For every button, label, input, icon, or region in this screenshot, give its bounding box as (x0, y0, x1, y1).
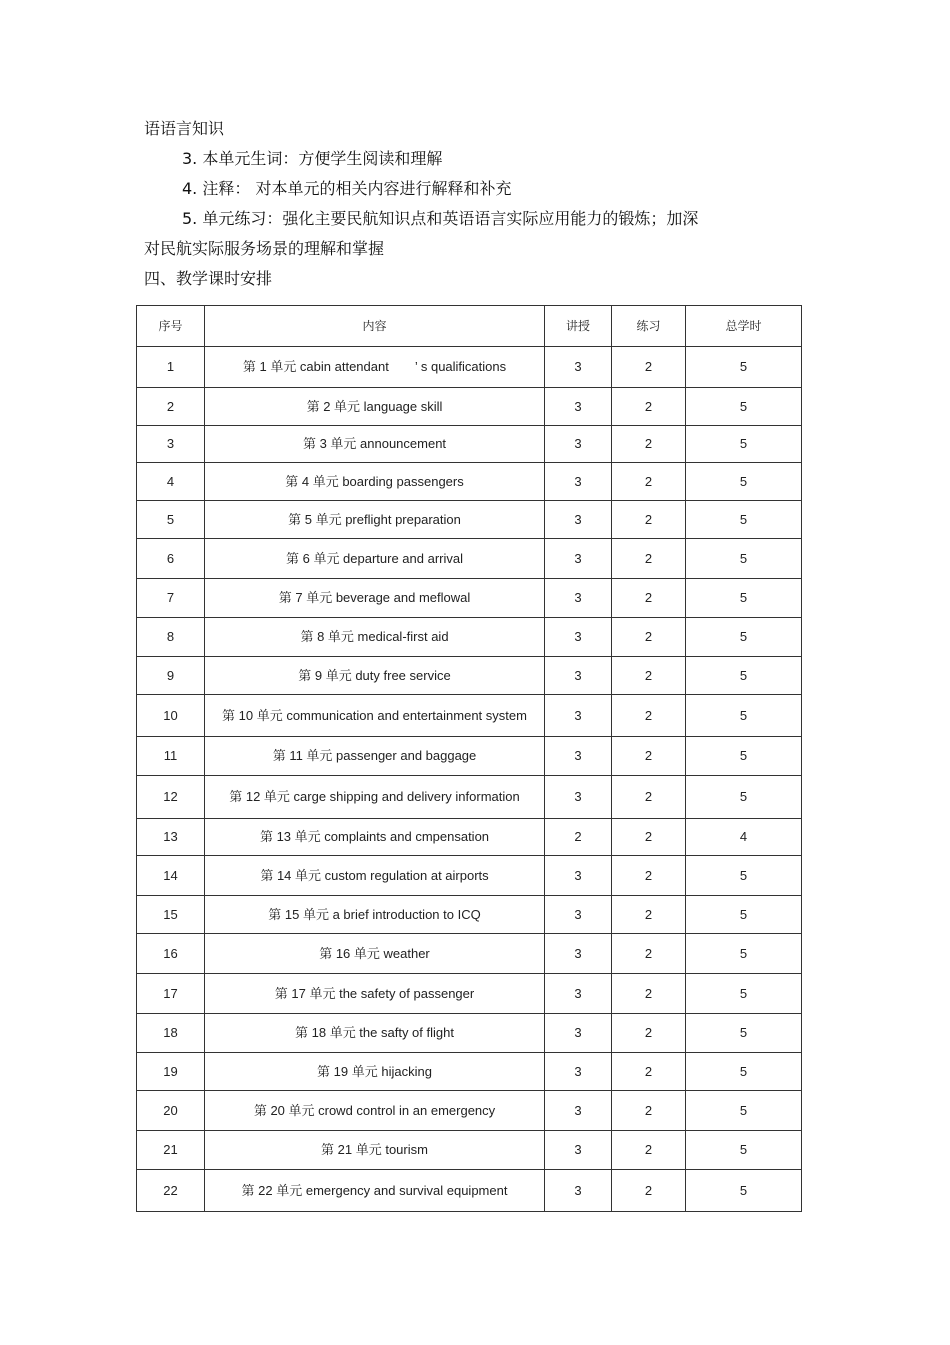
cell-total-hours: 5 (686, 463, 802, 501)
cell-practice: 2 (612, 618, 686, 657)
cell-total-hours: 5 (686, 695, 802, 737)
cell-index: 20 (137, 1091, 205, 1131)
cell-content: 第 21 单元 tourism (205, 1131, 545, 1170)
table-row (137, 388, 802, 426)
table-row (137, 974, 802, 1014)
cell-total-hours: 5 (686, 1131, 802, 1170)
cell-index: 17 (137, 974, 205, 1014)
cell-content: 第 4 单元 boarding passengers (205, 463, 545, 501)
cell-lecture: 3 (545, 934, 612, 974)
cell-total-hours: 4 (686, 819, 802, 856)
cell-total-hours: 5 (686, 1091, 802, 1131)
cell-practice: 2 (612, 856, 686, 896)
cell-lecture: 3 (545, 1131, 612, 1170)
header-total-hours: 总学时 (686, 306, 802, 347)
cell-practice: 2 (612, 426, 686, 463)
cell-content: 第 6 单元 departure and arrival (205, 539, 545, 579)
cell-content: 第 19 单元 hijacking (205, 1053, 545, 1091)
cell-index: 11 (137, 737, 205, 776)
cell-lecture: 3 (545, 1170, 612, 1212)
cell-index: 12 (137, 776, 205, 819)
table-header-row (137, 306, 802, 347)
cell-practice: 2 (612, 1091, 686, 1131)
cell-practice: 2 (612, 579, 686, 618)
cell-lecture: 3 (545, 896, 612, 934)
cell-total-hours: 5 (686, 501, 802, 539)
cell-total-hours: 5 (686, 856, 802, 896)
table-row (137, 501, 802, 539)
paragraph-item-3: 3. 本单元生词：方便学生阅读和理解 (182, 149, 443, 168)
cell-total-hours: 5 (686, 1014, 802, 1053)
cell-content: 第 8 单元 medical-first aid (205, 618, 545, 657)
cell-index: 8 (137, 618, 205, 657)
cell-content: 第 18 单元 the safty of flight (205, 1014, 545, 1053)
cell-lecture: 3 (545, 1014, 612, 1053)
cell-lecture: 3 (545, 776, 612, 819)
cell-index: 6 (137, 539, 205, 579)
cell-total-hours: 5 (686, 426, 802, 463)
cell-index: 1 (137, 347, 205, 388)
cell-index: 10 (137, 695, 205, 737)
cell-index: 21 (137, 1131, 205, 1170)
cell-practice: 2 (612, 695, 686, 737)
table-row (137, 737, 802, 776)
cell-practice: 2 (612, 1170, 686, 1212)
cell-practice: 2 (612, 737, 686, 776)
cell-content: 第 12 单元 carge shipping and delivery information (205, 776, 545, 819)
cell-practice: 2 (612, 974, 686, 1014)
table-row (137, 1131, 802, 1170)
cell-total-hours: 5 (686, 1053, 802, 1091)
cell-lecture: 3 (545, 657, 612, 695)
cell-total-hours: 5 (686, 388, 802, 426)
table-row (137, 539, 802, 579)
cell-lecture: 3 (545, 501, 612, 539)
cell-total-hours: 5 (686, 618, 802, 657)
cell-practice: 2 (612, 657, 686, 695)
table-row (137, 463, 802, 501)
table-row (137, 695, 802, 737)
table-row (137, 1091, 802, 1131)
cell-lecture: 3 (545, 579, 612, 618)
cell-content: 第 10 单元 communication and entertainment system (205, 695, 545, 737)
cell-total-hours: 5 (686, 539, 802, 579)
table-row (137, 776, 802, 819)
cell-total-hours: 5 (686, 737, 802, 776)
cell-total-hours: 5 (686, 934, 802, 974)
cell-practice: 2 (612, 539, 686, 579)
cell-lecture: 3 (545, 539, 612, 579)
cell-lecture: 3 (545, 1053, 612, 1091)
table-row (137, 856, 802, 896)
cell-content: 第 15 单元 a brief introduction to ICQ (205, 896, 545, 934)
paragraph-line: 对民航实际服务场景的理解和掌握 (144, 239, 385, 258)
cell-index: 7 (137, 579, 205, 618)
cell-lecture: 3 (545, 463, 612, 501)
table-row (137, 1053, 802, 1091)
cell-content: 第 14 单元 custom regulation at airports (205, 856, 545, 896)
cell-index: 19 (137, 1053, 205, 1091)
paragraph-item-5: 5. 单元练习：强化主要民航知识点和英语语言实际应用能力的锻炼；加深 (182, 209, 699, 228)
cell-index: 16 (137, 934, 205, 974)
cell-practice: 2 (612, 934, 686, 974)
cell-total-hours: 5 (686, 347, 802, 388)
cell-practice: 2 (612, 1014, 686, 1053)
cell-total-hours: 5 (686, 896, 802, 934)
cell-total-hours: 5 (686, 776, 802, 819)
cell-lecture: 3 (545, 347, 612, 388)
cell-lecture: 2 (545, 819, 612, 856)
cell-total-hours: 5 (686, 974, 802, 1014)
cell-content: 第 7 单元 beverage and meflowal (205, 579, 545, 618)
cell-practice: 2 (612, 776, 686, 819)
cell-lecture: 3 (545, 388, 612, 426)
table-row (137, 819, 802, 856)
table-row (137, 657, 802, 695)
cell-content: 第 16 单元 weather (205, 934, 545, 974)
cell-index: 5 (137, 501, 205, 539)
table-row (137, 934, 802, 974)
cell-content: 第 20 单元 crowd control in an emergency (205, 1091, 545, 1131)
cell-content: 第 5 单元 preflight preparation (205, 501, 545, 539)
table-row (137, 618, 802, 657)
cell-content: 第 2 单元 language skill (205, 388, 545, 426)
table-row (137, 426, 802, 463)
cell-index: 2 (137, 388, 205, 426)
paragraph-line: 语语言知识 (144, 119, 225, 138)
cell-total-hours: 5 (686, 579, 802, 618)
header-content: 内容 (205, 306, 545, 347)
cell-lecture: 3 (545, 695, 612, 737)
table-row (137, 1014, 802, 1053)
cell-total-hours: 5 (686, 1170, 802, 1212)
cell-content: 第 13 单元 complaints and cmpensation (205, 819, 545, 856)
header-index: 序号 (137, 306, 205, 347)
cell-content: 第 3 单元 announcement (205, 426, 545, 463)
cell-total-hours: 5 (686, 657, 802, 695)
cell-index: 18 (137, 1014, 205, 1053)
cell-index: 22 (137, 1170, 205, 1212)
cell-content: 第 11 单元 passenger and baggage (205, 737, 545, 776)
cell-lecture: 3 (545, 1091, 612, 1131)
cell-index: 3 (137, 426, 205, 463)
cell-content: 第 9 单元 duty free service (205, 657, 545, 695)
cell-index: 4 (137, 463, 205, 501)
table-row (137, 896, 802, 934)
cell-index: 15 (137, 896, 205, 934)
cell-lecture: 3 (545, 737, 612, 776)
cell-content: 第 17 单元 the safety of passenger (205, 974, 545, 1014)
cell-practice: 2 (612, 1131, 686, 1170)
section-heading: 四、教学课时安排 (144, 269, 273, 288)
header-practice: 练习 (612, 306, 686, 347)
schedule-table (136, 305, 802, 1212)
cell-lecture: 3 (545, 426, 612, 463)
cell-practice: 2 (612, 463, 686, 501)
cell-practice: 2 (612, 501, 686, 539)
table-row (137, 1170, 802, 1212)
cell-practice: 2 (612, 1053, 686, 1091)
paragraph-item-4: 4. 注释： 对本单元的相关内容进行解释和补充 (182, 179, 512, 198)
cell-lecture: 3 (545, 618, 612, 657)
cell-index: 9 (137, 657, 205, 695)
cell-practice: 2 (612, 819, 686, 856)
cell-index: 14 (137, 856, 205, 896)
cell-content: 第 1 单元 cabin attendant ’ s qualifications (205, 347, 545, 388)
table-row (137, 347, 802, 388)
cell-practice: 2 (612, 347, 686, 388)
cell-practice: 2 (612, 388, 686, 426)
header-lecture: 讲授 (545, 306, 612, 347)
cell-index: 13 (137, 819, 205, 856)
cell-content: 第 22 单元 emergency and survival equipment (205, 1170, 545, 1212)
cell-practice: 2 (612, 896, 686, 934)
table-row (137, 579, 802, 618)
cell-lecture: 3 (545, 974, 612, 1014)
cell-lecture: 3 (545, 856, 612, 896)
